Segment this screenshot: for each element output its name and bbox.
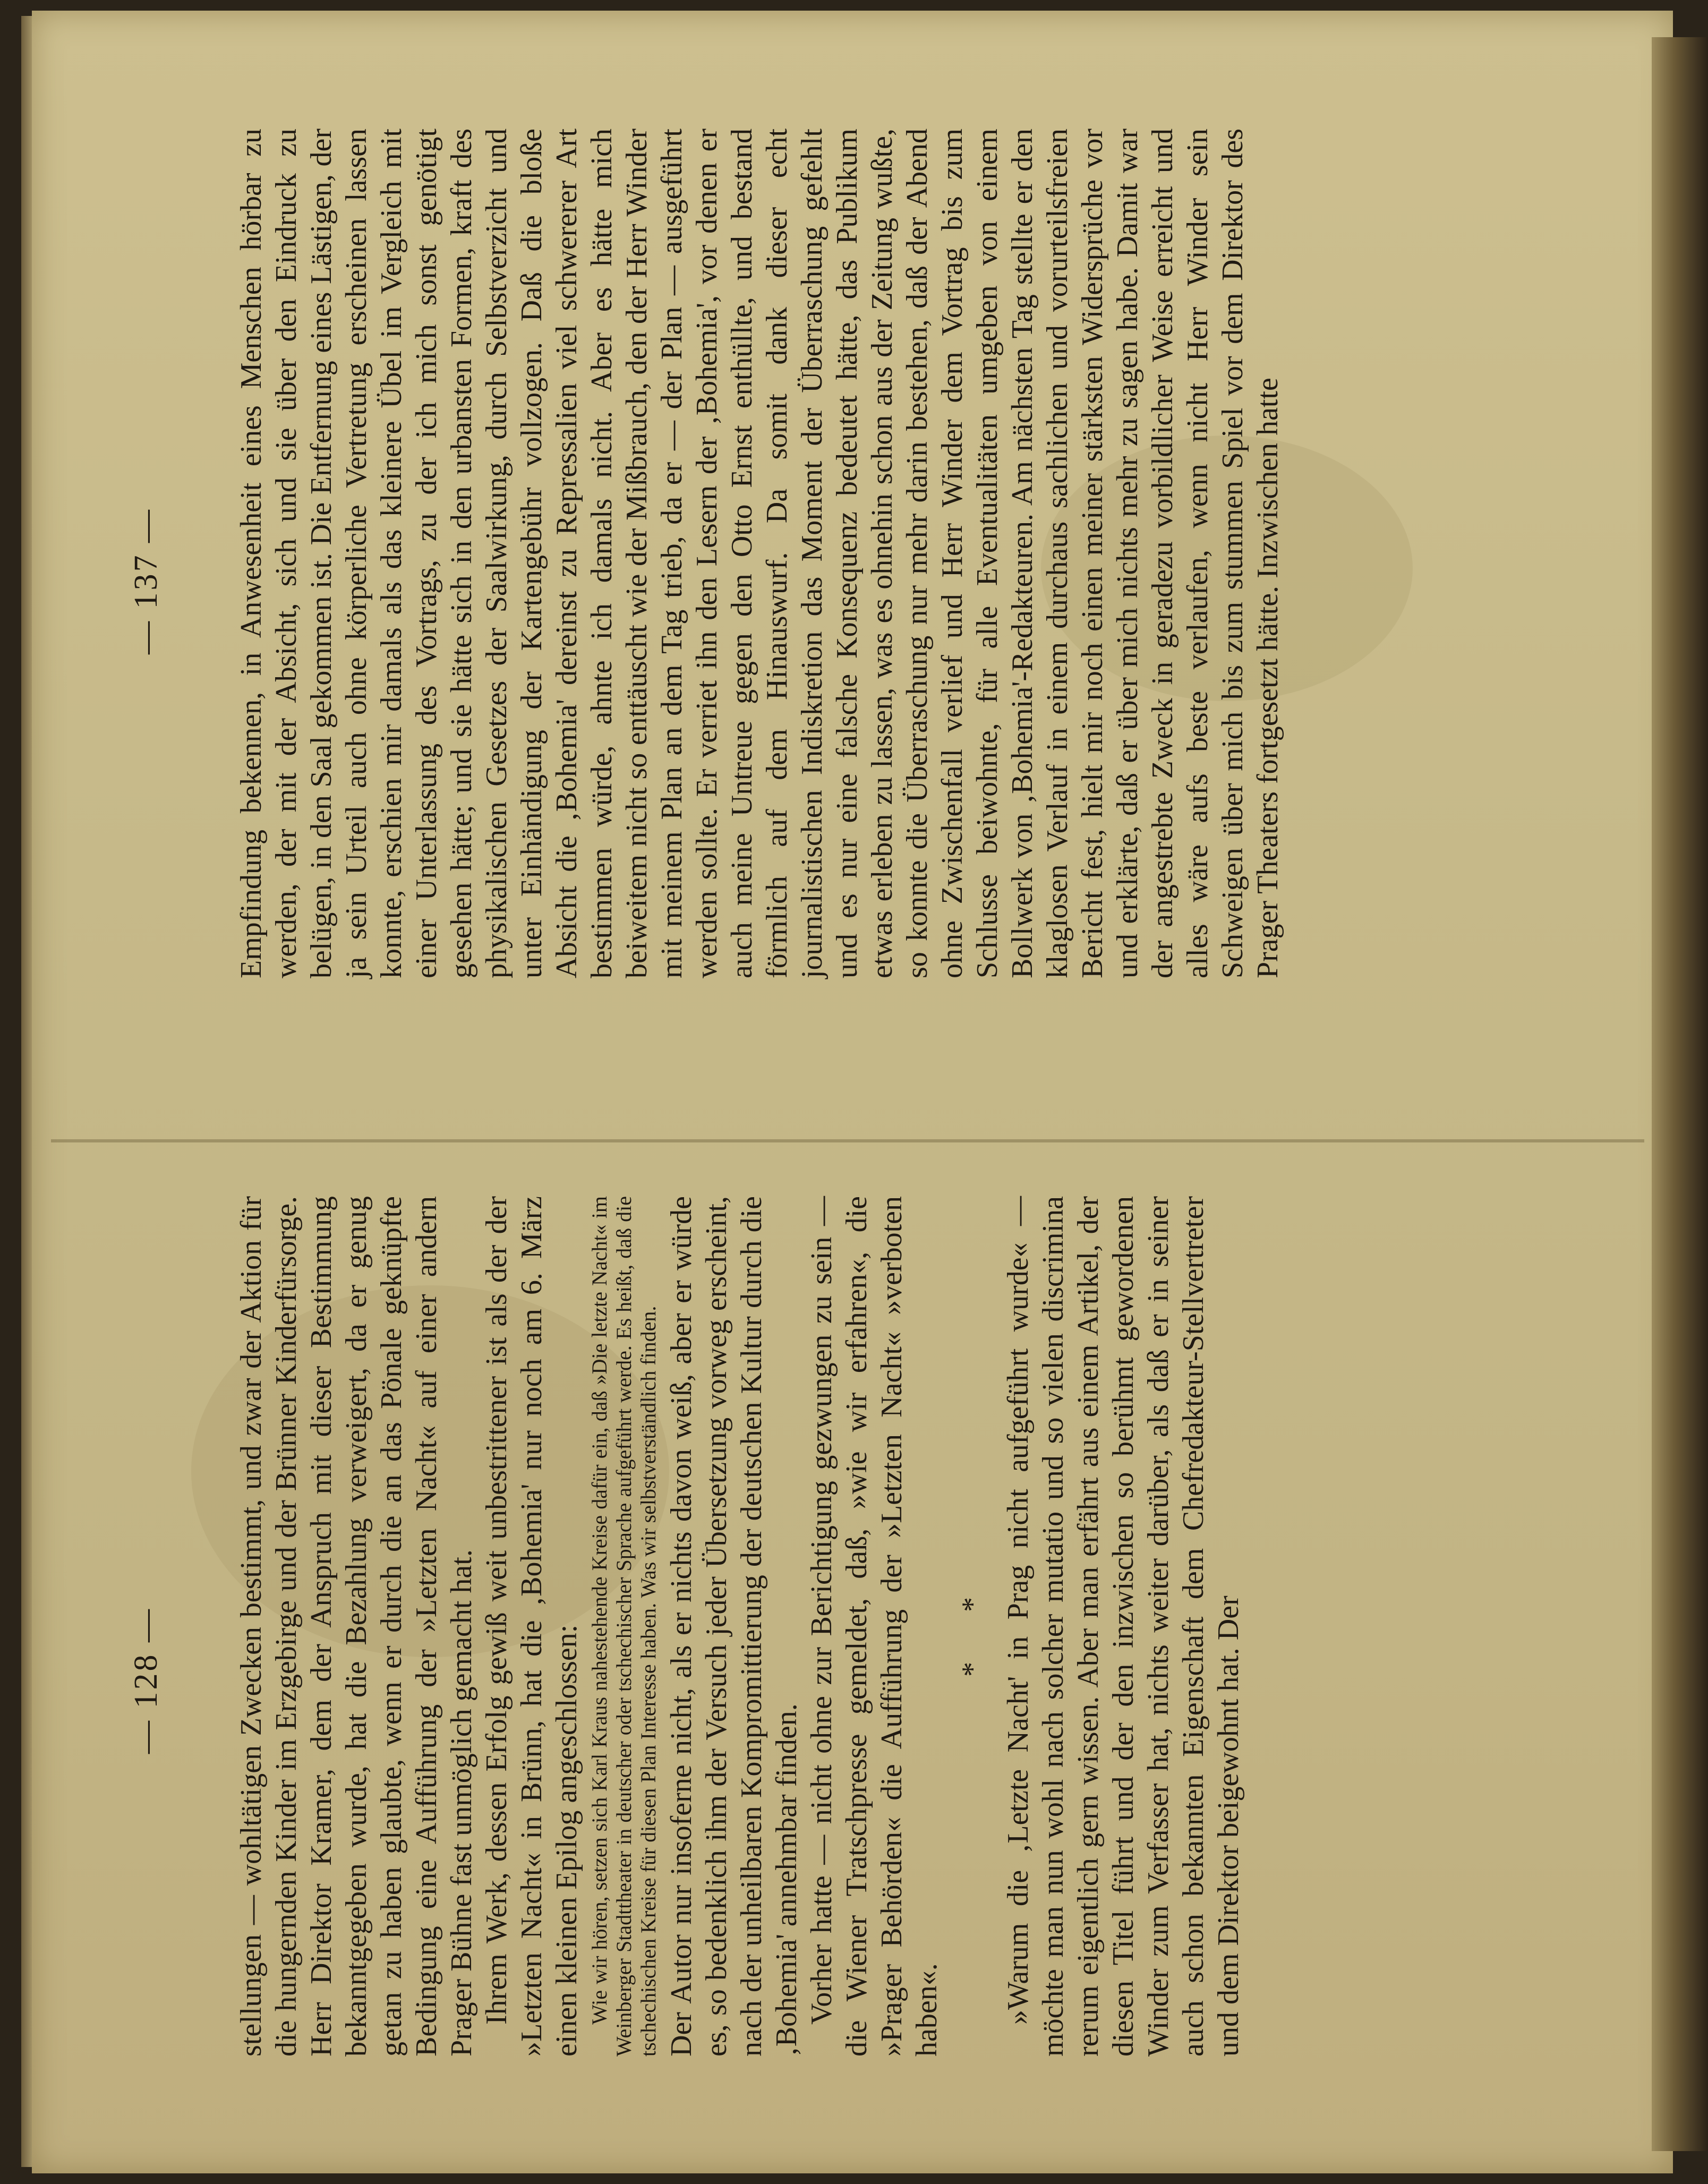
paragraph: Vorher hatte — nicht ohne zur Berichtigung gezwungen zu sein — die Wiener Tratschpresse gemeldet, daß, »wie wir erfahren«, die »Prager Behörden« die Aufführung der »Letzten Nacht« »verboten haben«. (805, 1196, 943, 2057)
text-column (234, 129, 1285, 978)
page-128 (0, 1079, 1708, 2163)
paragraph: Empfindung bekennen, in Anwesenheit eines Menschen hörbar zu werden, der mit der Absicht, sich und sie über den Eindruck zu belügen, in den Saal gekommen ist. Die Entfernung eines Lästigen, der ja sein Urteil auch ohne körperliche Vertretung erscheinen lassen konnte, erschien mir damals als das kleinere Übel im Vergleich mit einer Unterlassung des Vortrags, zu der ich mich sonst genötigt gesehen hätte; und sie hätte sich in den urbansten Formen, kraft des physikalischen Gesetzes der Saalwirkung, durch Selbstverzicht und unter Einhändigung der Kartengebühr vollzogen. Daß die bloße Absicht die ‚Bohemia' dereinst zu Repressalien viel schwererer Art bestimmen würde, ahnte ich damals nicht. Aber es hätte mich beiweitem nicht so enttäuscht wie der Mißbrauch, den der Herr Winder mit meinem Plan an dem Tag trieb, da er — der Plan — ausgeführt werden sollte. Er verriet ihn den Lesern der ‚Bohemia', vor denen er auch meine Untreue gegen den Otto Ernst enthüllte, und bestand förmlich auf dem Hinauswurf. Da somit dank dieser echt journalistischen Indiskretion das Moment der Überraschung gefehlt und es nur eine falsche Konsequenz bedeutet hätte, das Publikum etwas erleben zu lassen, was es ohnehin schon aus der Zeitung wußte, so konnte die Überraschung nur mehr darin bestehen, daß der Abend ohne Zwischenfall verlief und Herr Winder dem Vortrag bis zum Schlusse beiwohnte, für alle Eventualitäten umgeben von einem Bollwerk von ‚Bohemia'-Redakteuren. Am nächsten Tag stellte er den klaglosen Verlauf in einem durchaus sachlichen und vorurteilsfreien Bericht fest, hielt mir noch einen meiner stärksten Widersprüche vor und erklärte, daß er über mich nichts mehr zu sagen habe. Damit war der angestrebte Zweck in geradezu vorbildlicher Weise erreicht und alles wäre aufs beste verlaufen, wenn nicht Herr Winder sein Schweigen über mich bis zum stummen Spiel vor dem Direktor des Prager Theaters fortgesetzt hätte. Inzwischen hatte (235, 129, 1284, 978)
quoted-notice: Wie wir hören, setzen sich Karl Kraus nahestehende Kreise dafür ein, daß »Die letzte Nacht« im Weinberger Stadttheater in deutscher oder tschechischer Sprache aufgeführt werde. Es heißt, daß die tschechischen Kreise für diesen Plan Interesse haben. Was wir selbstverständlich finden. (587, 1196, 660, 2057)
paragraph: Ihrem Werk, dessen Erfolg gewiß weit unbestrittener ist als der der »Letzten Nacht« in Brünn, hat die ‚Bohemia' nur noch am 6. März einen kleinen Epilog angeschlossen: (480, 1196, 583, 2057)
page-number: — 137 — (128, 508, 164, 654)
section-separator: * * (956, 1576, 989, 1677)
paragraph: »Warum die ‚Letzte Nacht' in Prag nicht aufgeführt wurde« — möchte man nun wohl nach solcher mutatio und so vielen discrimina rerum eigentlich gern wissen. Aber man erfährt aus einem Artikel, der diesen Titel führt und der den inzwischen so berühmt gewordenen Winder zum Verfasser hat, nichts weiter darüber, als daß er in seiner auch schon bekannten Eigenschaft dem Chefredakteur-Stellvertreter und dem Direktor beigewohnt hat. Der (1002, 1196, 1245, 2057)
text-column (234, 1196, 1246, 2057)
paragraph: Der Autor nur insoferne nicht, als er nichts davon weiß, aber er würde es, so bedenklich ihm der Versuch jeder Übersetzung vorweg erscheint, nach der unheilbaren Kompromittierung der deutschen Kultur durch die ‚Bohemia' annehmbar finden. (665, 1196, 803, 2057)
paragraph: stellungen — wohltätigen Zwecken bestimmt, und zwar der Aktion für die hungernden Kinder im Erzgebirge und der Brünner Kinderfürsorge. Herr Direktor Kramer, dem der Anspruch mit dieser Bestimmung bekanntgegeben wurde, hat die Bezahlung verweigert, da er genug getan zu haben glaubte, wenn er durch die an das Pönale geknüpfte Bedingung eine Aufführung der »Letzten Nacht« auf einer andern Prager Bühne fast unmöglich gemacht hat. (235, 1196, 478, 2057)
page-137 (0, 0, 1708, 1069)
page-number: — 128 — (128, 1607, 164, 1754)
